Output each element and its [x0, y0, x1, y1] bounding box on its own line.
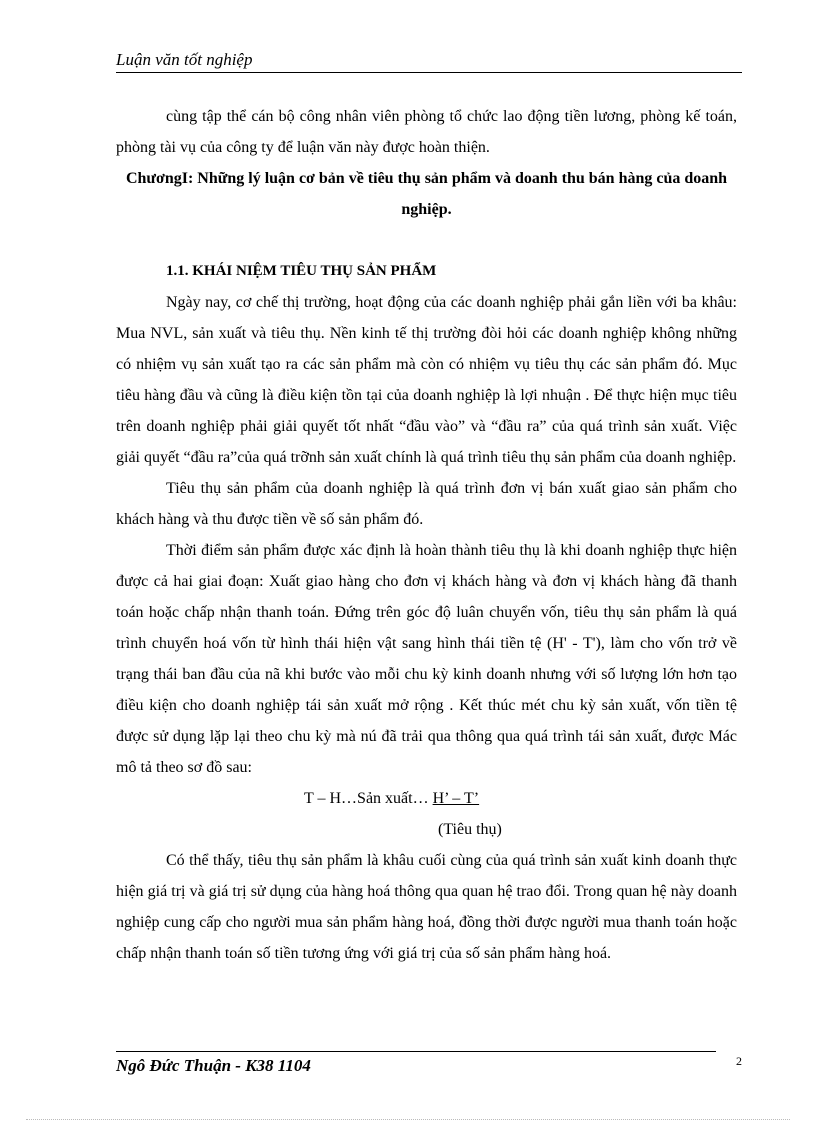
formula [116, 783, 737, 814]
page-header [116, 50, 742, 73]
formula-note: (Tiêu thụ) [438, 821, 502, 838]
formula-right: H’ – T’ [432, 790, 480, 807]
chapter-title: ChươngI: Những lý luận cơ bản về tiêu thụ sản phẩm và doanh thu bán hàng của doanh nghiệp. [125, 170, 728, 218]
document-body [116, 101, 737, 969]
footer-divider [116, 1051, 716, 1052]
section-title: 1.1. KHÁI NIỆM TIÊU THỤ SẢN PHẨM [166, 263, 437, 279]
formula-left: T – H…Sản xuất… [304, 790, 433, 807]
paragraph-2: Tiêu thụ sản phẩm của doanh nghiệp là quá trình đơn vị bán xuất giao sản phẩm cho khách hàng và thu được tiền về số sản phẩm đó. [116, 480, 737, 528]
page-number: 2 [736, 1054, 742, 1068]
footer-author: Ngô Đức Thuận - K38 1104 [116, 1056, 311, 1075]
paragraph-3: Thời điểm sản phẩm được xác định là hoàn thành tiêu thụ là khi doanh nghiệp thực hiện được cả hai giai đoạn: Xuất giao hàng cho đơn vị khách hàng và đơn vị khách hàng đã thanh toán hoặc chấp nhận thanh toán. Đứng trên góc độ luân chuyển vốn, tiêu thụ sản phẩm là quá trình chuyển hoá vốn từ hình thái hiện vật sang hình thái tiền tệ (H' - T'), làm cho vốn trở về trạng thái ban đầu của nã khi bước vào mỗi chu kỳ kinh doanh nhưng với số lượng lớn hơn tạo điều kiện cho doanh nghiệp tái sản xuất mở rộng . Kết thúc mét chu kỳ sản xuất, vốn tiền tệ được sử dụng lặp lại theo chu kỳ mà nú đã trải qua thông qua quá trình tái sản xuất, được Mác mô tả theo sơ đồ sau: [116, 542, 737, 776]
paragraph-1: Ngày nay, cơ chế thị trường, hoạt động của các doanh nghiệp phải gắn liền với ba khâu: Mua NVL, sản xuất và tiêu thụ. Nền kinh tế thị trường đòi hỏi các doanh nghiệp không những có nhiệm vụ sản xuất tạo ra các sản phẩm mà còn có nhiệm vụ tiêu thụ các sản phẩm đó. Mục tiêu hàng đầu và cũng là điều kiện tồn tại của doanh nghiệp là lợi nhuận . Để thực hiện mục tiêu trên doanh nghiệp phải giải quyết tốt nhất “đầu vào” và “đầu ra” của quá trình sản xuất. Việc giải quyết “đầu ra”của quá trỡnh sản xuất chính là quá trình tiêu thụ sản phẩm của doanh nghiệp. [116, 294, 737, 466]
page-bottom-edge [26, 1119, 790, 1120]
paragraph-4: Có thể thấy, tiêu thụ sản phẩm là khâu cuối cùng của quá trình sản xuất kinh doanh thực hiện giá trị và giá trị sử dụng của hàng hoá thông qua quan hệ trao đổi. Trong quan hệ này doanh nghiệp cung cấp cho người mua sản phẩm hàng hoá, đồng thời được người mua thanh toán hoặc chấp nhận thanh toán số tiền tương ứng với giá trị của số sản phẩm hàng hoá. [116, 852, 737, 962]
paragraph-intro: cùng tập thể cán bộ công nhân viên phòng tổ chức lao động tiền lương, phòng kế toán, phòng tài vụ của công ty để luận văn này được hoàn thiện. [116, 108, 737, 156]
header-title: Luận văn tốt nghiệp [116, 50, 253, 69]
